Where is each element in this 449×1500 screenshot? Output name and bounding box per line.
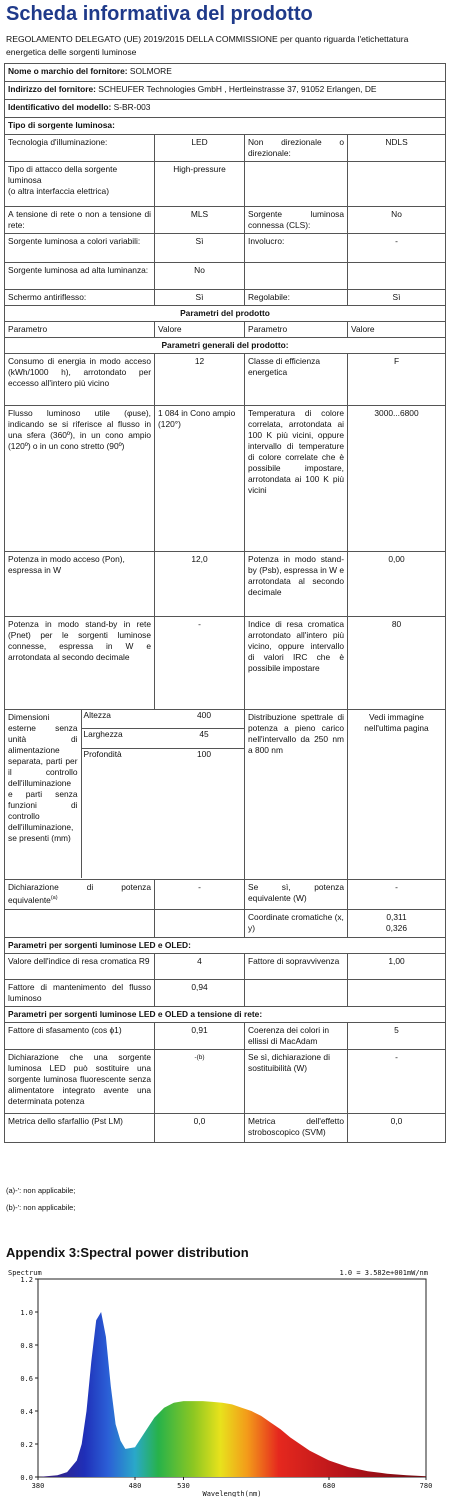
table-row: Tecnologia d'illuminazione: LED Non direzionale o direzionale: NDLS — [5, 135, 446, 162]
model-id-row: Identificativo del modello: S-BR-003 — [5, 100, 446, 118]
section-general: Parametri generali del prodotto: — [5, 338, 446, 354]
scale-annotation: 1.0 = 3.582e+001mW/nm — [339, 1269, 428, 1277]
table-row: Valore dell'indice di resa cromatica R9 4 Fattore di sopravvivenza 1,00 — [5, 954, 446, 980]
table-row: Sorgente luminosa ad alta luminanza: No — [5, 263, 446, 290]
supplier-name-value: SOLMORE — [129, 66, 172, 76]
y-tick-label: 0.0 — [20, 1474, 33, 1482]
y-tick-label: 0.4 — [20, 1408, 33, 1416]
supplier-name-row: Nome o marchio del fornitore: SOLMORE — [5, 64, 446, 82]
x-tick-label: 680 — [322, 1482, 336, 1490]
model-id-value: S-BR-003 — [113, 102, 151, 112]
y-tick-label: 1.2 — [20, 1276, 33, 1284]
table-row: Sorgente luminosa a colori variabili: Sì Involucro: - — [5, 234, 446, 263]
regulation-text: REGOLAMENTO DELEGATO (UE) 2019/2015 DELLA COMMISSIONE per quanto riguarda l'etichettatura energetica delle sorgenti luminose — [6, 34, 409, 57]
supplier-address-value: SCHEUFER Technologies GmbH , Hertleinstrasse 37, 91052 Erlangen, DE — [98, 84, 377, 94]
dimensions-row: Dimensioni esterne senza unità di alimentazione separata, parti per il controllo dell'illuminazione e parti senza funzioni di controllo dell'illuminazione, se presenti (mm) Altezza 400 Larghezza 45 Profondità 100 Distribuzione spettrale di potenza a pieno carico nell'intervallo da 250 nm a 800 nm Vedi immagine nell'ultima pagina — [5, 710, 446, 880]
table-row: Consumo di energia in modo acceso (kWh/1000 h), arrotondato per eccesso all'intero più vicino 12 Classe di efficienza energetica F — [5, 354, 446, 406]
supplier-address-row: Indirizzo del fornitore: SCHEUFER Technologies GmbH , Hertleinstrasse 37, 91052 Erlangen, DE — [5, 82, 446, 100]
table-row: Metrica dello sfarfallio (Pst LM) 0,0 Metrica dell'effetto stroboscopico (SVM) 0,0 — [5, 1114, 446, 1143]
y-tick-label: 0.8 — [20, 1342, 33, 1350]
section-params: Parametri del prodotto — [5, 306, 446, 322]
column-header-row: Parametro Valore Parametro Valore — [5, 322, 446, 338]
x-tick-label: 380 — [31, 1482, 45, 1490]
spectrum-chart — [4, 1265, 445, 1497]
table-row: Dichiarazione che una sorgente luminosa LED può sostituire una sorgente luminosa fluorescente senza alimentatore integrato avente una determinata potenza -(b) Se sì, dichiarazione di sostituibilità (W) - — [5, 1050, 446, 1114]
footnote-a: (a)-': non applicabile; — [6, 1186, 76, 1195]
y-tick-label: 0.2 — [20, 1441, 33, 1449]
footnote-b: (b)-': non applicabile; — [6, 1203, 76, 1212]
y-axis-label: Spectrum — [8, 1269, 42, 1277]
appendix-title: Appendix 3:Spectral power distribution — [6, 1245, 249, 1260]
table-row: Coordinate cromatiche (x, y) 0,311 0,326 — [5, 910, 446, 938]
page-title: Scheda informativa del prodotto — [6, 3, 313, 25]
table-row: Flusso luminoso utile (φuse), indicando se si riferisce al flusso in una sfera (360º), in un cono ampio (120º) o in un cono stretto (90º) 1 084 in Cono ampio (120°) Temperatura di colore correlata, arrotondata ai 100 K più vicini, oppure intervallo di temperature di colore correlate che è possibile impostare, arrotondata ai 100 K più vicini 3000...6800 — [5, 406, 446, 552]
table-row: Fattore di mantenimento del flusso luminoso 0,94 — [5, 980, 446, 1007]
table-row: Fattore di sfasamento (cos ϕ1) 0,91 Coerenza dei colori in ellissi di MacAdam 5 — [5, 1023, 446, 1050]
table-row: Potenza in modo stand-by in rete (Pnet) per le sorgenti luminose connesse, espressa in W e arrotondata al secondo decimale - Indice di resa cromatica arrotondato all'intero più vicino, oppure intervallo di valori IRC che è possibile impostare 80 — [5, 617, 446, 710]
section-type: Tipo di sorgente luminosa: — [5, 118, 446, 135]
dimensions-label: Dimensioni esterne senza unità di alimentazione separata, parti per il controllo dell'illuminazione e parti senza funzioni di controllo dell'illuminazione, se presenti (mm) — [5, 710, 81, 878]
y-tick-label: 1.0 — [20, 1309, 33, 1317]
section-led-oled-mains: Parametri per sorgenti luminose LED e OLED a tensione di rete: — [5, 1007, 446, 1023]
y-tick-label: 0.6 — [20, 1375, 33, 1383]
table-row: Potenza in modo acceso (Pon), espressa in W 12,0 Potenza in modo stand-by (Psb), espressa in W e arrotondata al secondo decimale 0,00 — [5, 552, 446, 617]
x-tick-label: 780 — [419, 1482, 433, 1490]
table-row: Tipo di attacco della sorgente luminosa (o altra interfaccia elettrica) High-pressure — [5, 162, 446, 207]
table-row: Dichiarazione di potenza equivalente$^{(a)}$ - Se sì, potenza equivalente (W) - — [5, 880, 446, 910]
x-tick-label: 530 — [177, 1482, 190, 1490]
x-axis-label: Wavelength(nm) — [202, 1490, 262, 1497]
x-tick-label: 480 — [128, 1482, 142, 1490]
product-info-table — [4, 63, 446, 1143]
table-row: A tensione di rete o non a tensione di rete: MLS Sorgente luminosa connessa (CLS): No — [5, 207, 446, 234]
section-led-oled: Parametri per sorgenti luminose LED e OLED: — [5, 938, 446, 954]
table-row: Schermo antiriflesso: Sì Regolabile: Sì — [5, 290, 446, 306]
